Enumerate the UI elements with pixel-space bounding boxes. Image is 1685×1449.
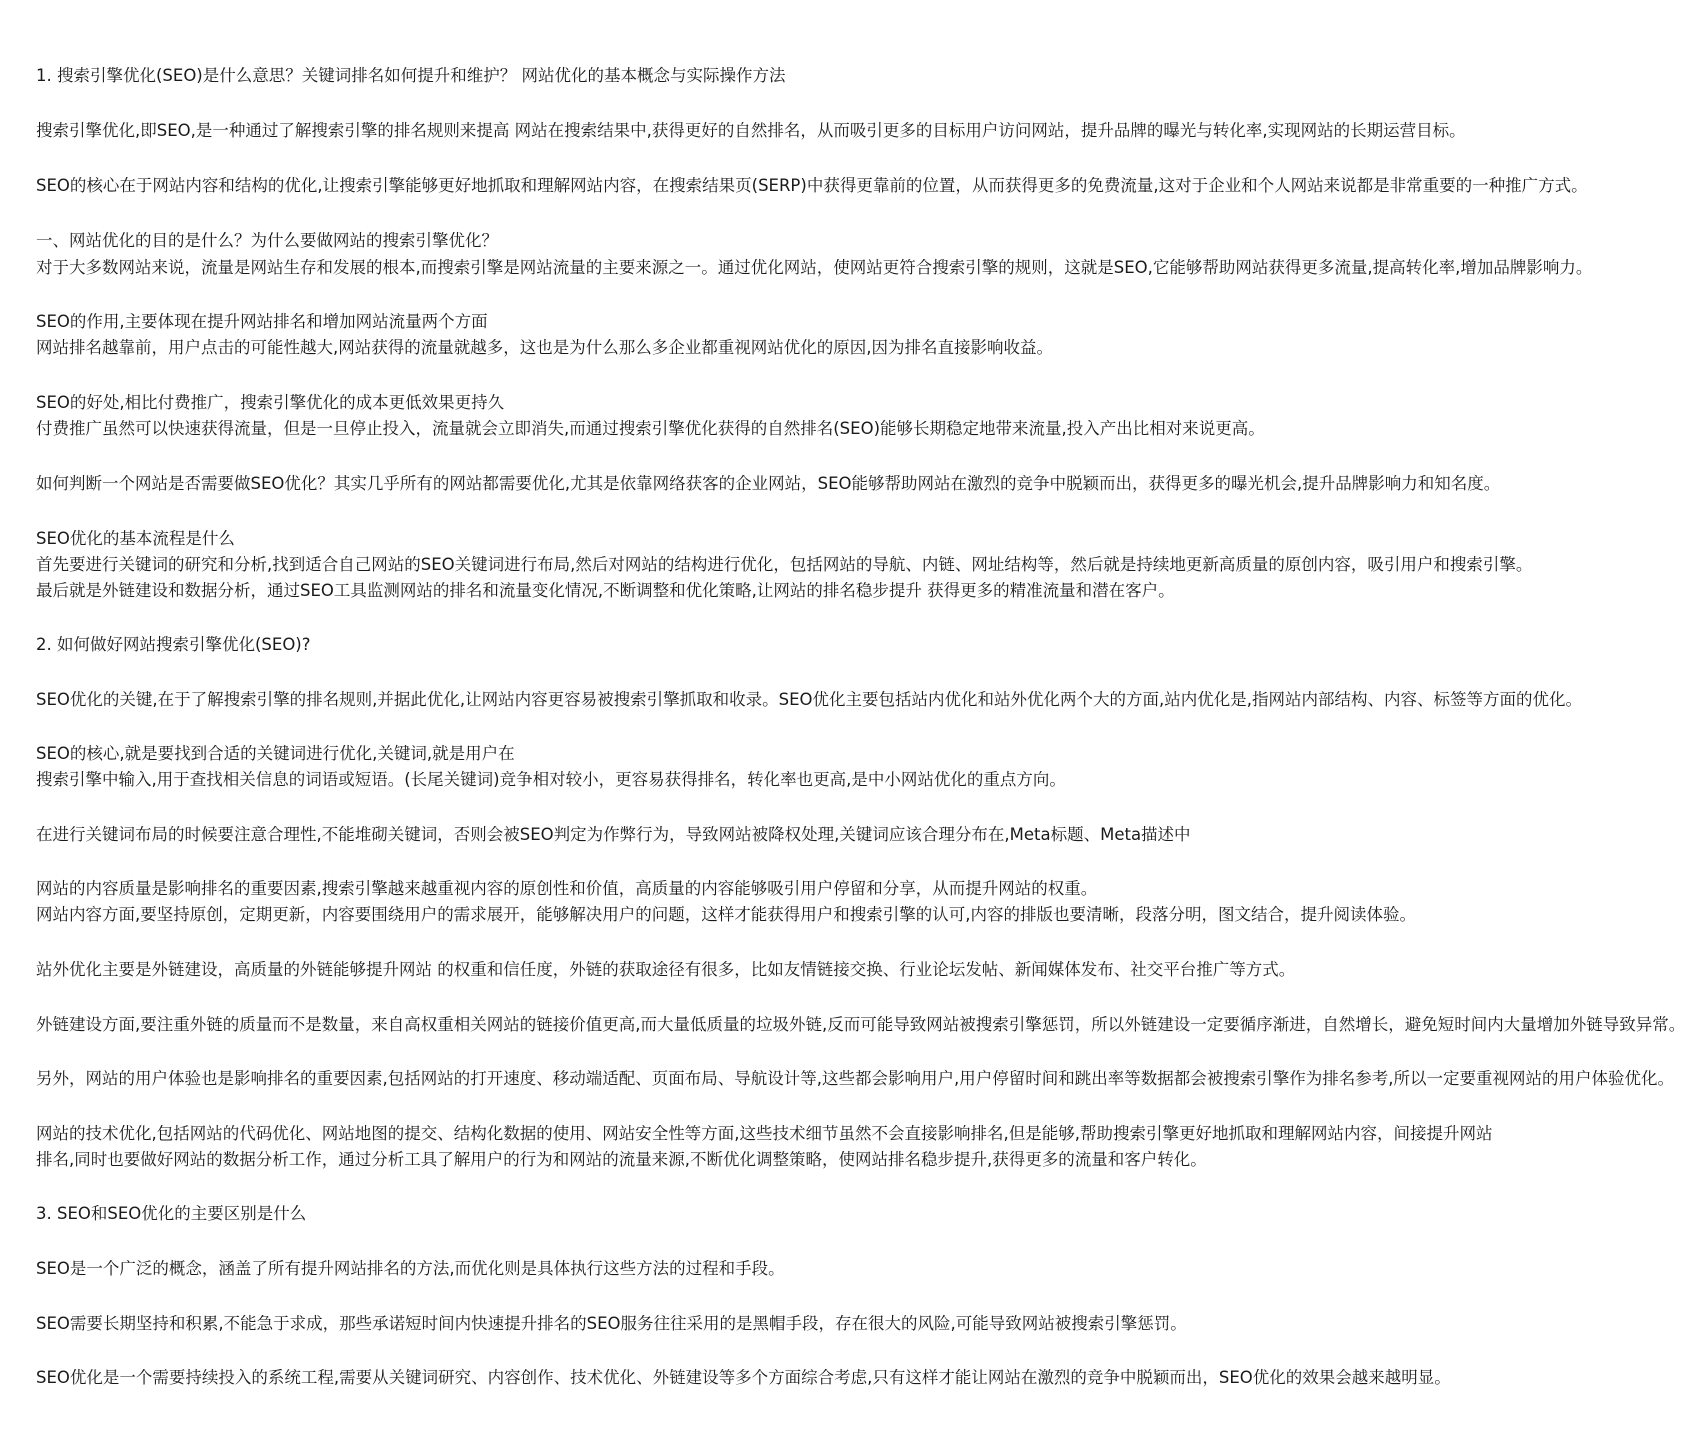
paragraph-line: 搜索引擎优化,即SEO,是一种通过了解搜索引擎的排名规则来提高 网站在搜索结果中,获得更好的自然排名，从而吸引更多的目标用户访问网站，提升品牌的曝光与转化率,实现网站的长期运营目标。 <box>36 121 1466 140</box>
paragraph-line: SEO的作用,主要体现在提升网站排名和增加网站流量两个方面 <box>36 312 488 331</box>
paragraph-line: 对于大多数网站来说，流量是网站生存和发展的根本,而搜索引擎是网站流量的主要来源之一。通过优化网站，使网站更符合搜索引擎的规则，这就是SEO,它能够帮助网站获得更多流量,提高转化率,增加品牌影响力。 <box>36 258 1593 277</box>
paragraph-line: 网站的内容质量是影响排名的重要因素,搜索引擎越来越重视内容的原创性和价值，高质量的内容能够吸引用户停留和分享，从而提升网站的权重。 <box>36 879 1098 898</box>
paragraph-line: 网站排名越靠前，用户点击的可能性越大,网站获得的流量就越多，这也是为什么那么多企业都重视网站优化的原因,因为排名直接影响收益。 <box>36 338 1053 357</box>
paragraph-line: 如何判断一个网站是否需要做SEO优化？其实几乎所有的网站都需要优化,尤其是依靠网络获客的企业网站，SEO能够帮助网站在激烈的竞争中脱颖而出，获得更多的曝光机会,提升品牌影响力和知名度。 <box>36 474 1501 493</box>
paragraph-line: 付费推广虽然可以快速获得流量，但是一旦停止投入，流量就会立即消失,而通过搜索引擎优化获得的自然排名(SEO)能够长期稳定地带来流量,投入产出比相对来说更高。 <box>36 419 1265 438</box>
paragraph-line: 网站内容方面,要坚持原创，定期更新，内容要围绕用户的需求展开，能够解决用户的问题，这样才能获得用户和搜索引擎的认可,内容的排版也要清晰，段落分明，图文结合，提升阅读体验。 <box>36 905 1416 924</box>
paragraph-line: SEO优化是一个需要持续投入的系统工程,需要从关键词研究、内容创作、技术优化、外链建设等多个方面综合考虑,只有这样才能让网站在激烈的竞争中脱颖而出，SEO优化的效果会越来越明显。 <box>36 1368 1451 1387</box>
paragraph-line: SEO优化的基本流程是什么 <box>36 529 235 548</box>
paragraph-line: SEO的好处,相比付费推广，搜索引擎优化的成本更低效果更持久 <box>36 393 505 412</box>
paragraph-line: 在进行关键词布局的时候要注意合理性,不能堆砌关键词，否则会被SEO判定为作弊行为，导致网站被降权处理,关键词应该合理分布在,Meta标题、Meta描述中 <box>36 825 1191 844</box>
paragraph-line: SEO需要长期坚持和积累,不能急于求成，那些承诺短时间内快速提升排名的SEO服务往往采用的是黑帽手段，存在很大的风险,可能导致网站被搜索引擎惩罚。 <box>36 1314 1187 1333</box>
paragraph-line: 站外优化主要是外链建设，高质量的外链能够提升网站 的权重和信任度，外链的获取途径有很多，比如友情链接交换、行业论坛发帖、新闻媒体发布、社交平台推广等方式。 <box>36 960 1296 979</box>
document-page <box>36 0 1685 1449</box>
paragraph-line: 最后就是外链建设和数据分析，通过SEO工具监测网站的排名和流量变化情况,不断调整和优化策略,让网站的排名稳步提升 获得更多的精准流量和潜在客户。 <box>36 581 1175 600</box>
paragraph-line: 外链建设方面,要注重外链的质量而不是数量，来自高权重相关网站的链接价值更高,而大量低质量的垃圾外链,反而可能导致网站被搜索引擎惩罚，所以外链建设一定要循序渐进，自然增长，避免短时间内大量增加外链导致异常。 <box>36 1015 1685 1034</box>
section-heading: 3. SEO和SEO优化的主要区别是什么 <box>36 1204 307 1223</box>
section-heading: 1. 搜索引擎优化(SEO)是什么意思？关键词排名如何提升和维护？ 网站优化的基本概念与实际操作方法 <box>36 66 786 85</box>
paragraph-line: SEO的核心,就是要找到合适的关键词进行优化,关键词,就是用户在 <box>36 744 515 763</box>
section-heading: 2. 如何做好网站搜索引擎优化(SEO)? <box>36 635 311 654</box>
paragraph-line: 一、网站优化的目的是什么？为什么要做网站的搜索引擎优化？ <box>36 231 498 250</box>
paragraph-line: 网站的技术优化,包括网站的代码优化、网站地图的提交、结构化数据的使用、网站安全性等方面,这些技术细节虽然不会直接影响排名,但是能够,帮助搜索引擎更好地抓取和理解网站内容，间接提升网站 <box>36 1124 1493 1143</box>
paragraph-line: SEO优化的关键,在于了解搜索引擎的排名规则,并据此优化,让网站内容更容易被搜索引擎抓取和收录。SEO优化主要包括站内优化和站外优化两个大的方面,站内优化是,指网站内部结构、内容、标签等方面的优化。 <box>36 690 1582 709</box>
paragraph-line: SEO的核心在于网站内容和结构的优化,让搜索引擎能够更好地抓取和理解网站内容，在搜索结果页(SERP)中获得更靠前的位置，从而获得更多的免费流量,这对于企业和个人网站来说都是非常重要的一种推广方式。 <box>36 176 1588 195</box>
paragraph-line: 搜索引擎中输入,用于查找相关信息的词语或短语。(长尾关键词)竞争相对较小，更容易获得排名，转化率也更高,是中小网站优化的重点方向。 <box>36 770 1066 789</box>
paragraph-line: 另外，网站的用户体验也是影响排名的重要因素,包括网站的打开速度、移动端适配、页面布局、导航设计等,这些都会影响用户,用户停留时间和跳出率等数据都会被搜索引擎作为排名参考,所以一定要重视网站的用户体验优化。 <box>36 1069 1674 1088</box>
paragraph-line: SEO是一个广泛的概念，涵盖了所有提升网站排名的方法,而优化则是具体执行这些方法的过程和手段。 <box>36 1259 785 1278</box>
paragraph-line: 首先要进行关键词的研究和分析,找到适合自己网站的SEO关键词进行布局,然后对网站的结构进行优化，包括网站的导航、内链、网址结构等，然后就是持续地更新高质量的原创内容，吸引用户和搜索引擎。 <box>36 555 1533 574</box>
paragraph-line: 排名,同时也要做好网站的数据分析工作，通过分析工具了解用户的行为和网站的流量来源,不断优化调整策略，使网站排名稳步提升,获得更多的流量和客户转化。 <box>36 1150 1207 1169</box>
